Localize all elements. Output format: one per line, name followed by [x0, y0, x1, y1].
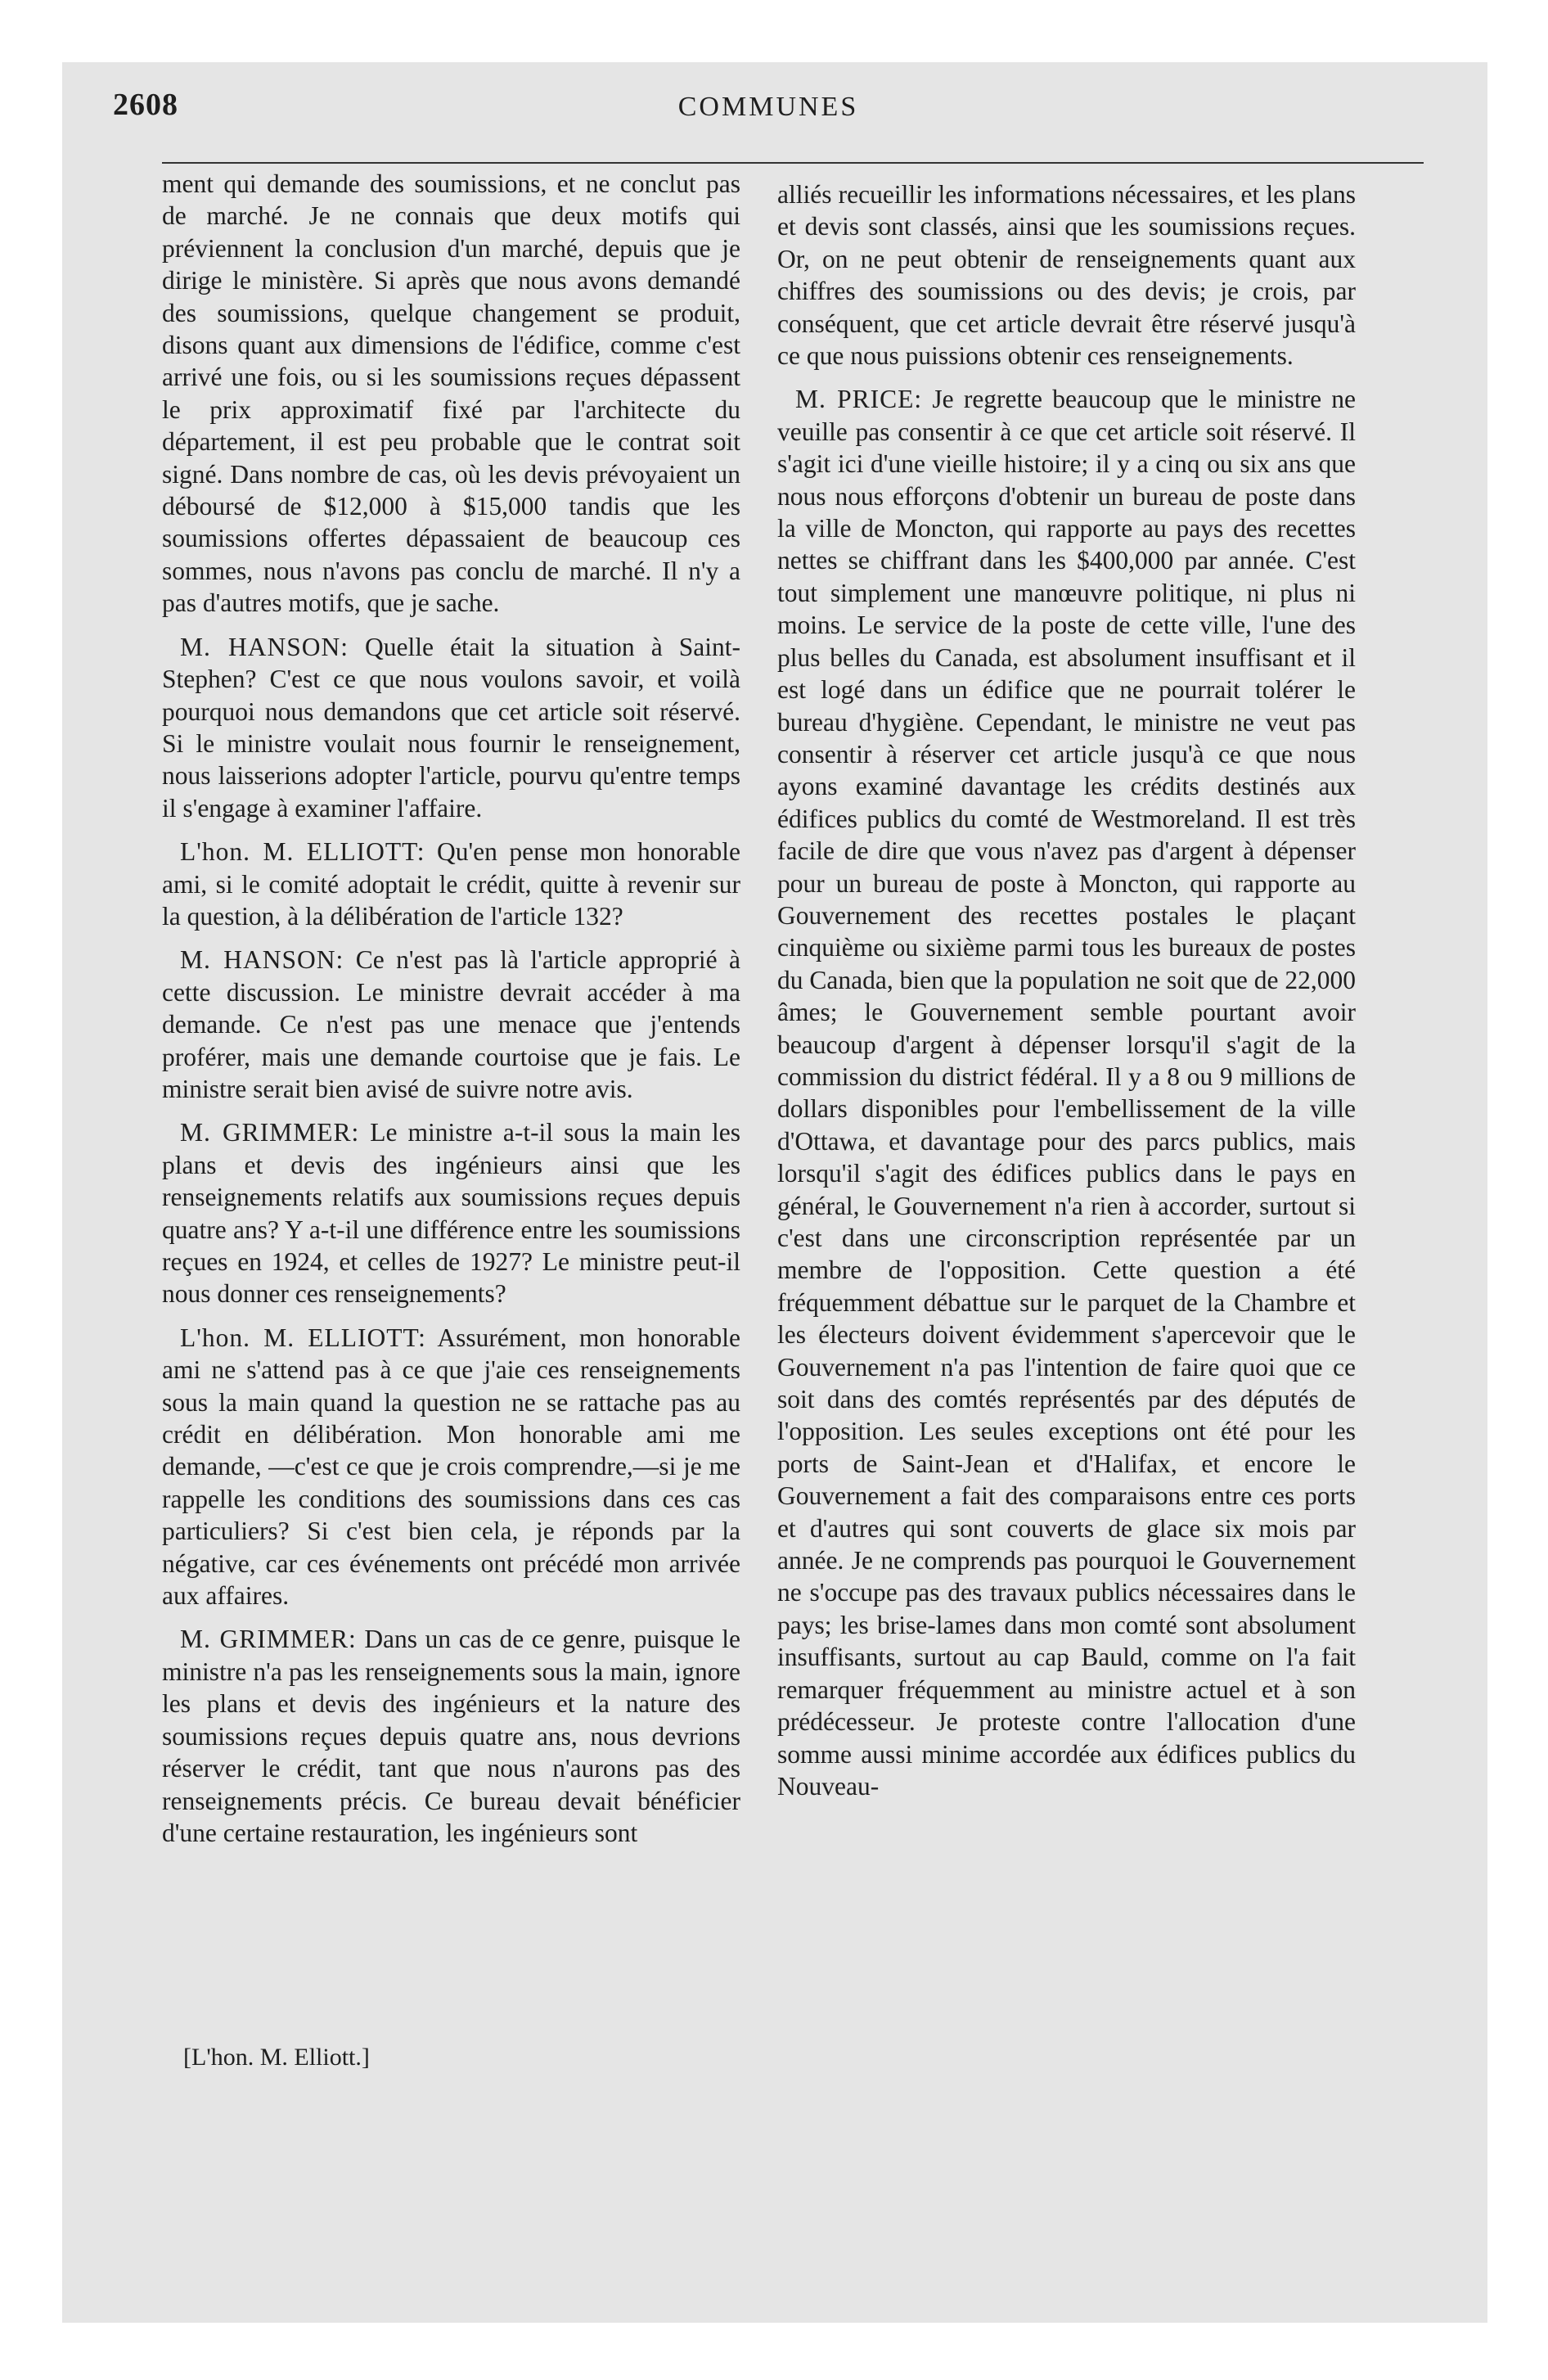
- page-number: 2608: [113, 88, 178, 122]
- paragraph: [162, 1623, 740, 1849]
- paragraph-text: alliés recueillir les informations nécessaires, et les plans et devis sont classés, ainsi que les soumissions reçues. Or, on ne peut obtenir de renseignements quant aux chiffres des soumissions ou des devis; je crois, par conséquent, que cet article devrait être réservé jusqu'à ce que nous puissions obtenir ces renseignements.: [777, 180, 1356, 371]
- paragraph-text: Dans un cas de ce genre, puisque le ministre n'a pas les renseignements sous la main, ignore les plans et devis des ingénieurs et la nature des soumissions reçues depuis quatre ans, nous devrions réserver le crédit, tant que nous n'aurons pas des renseignements précis. Ce bureau devait bénéficier d'une certaine restauration, les ingénieurs sont: [162, 1625, 741, 1847]
- speaker-name: M. HANSON:: [180, 945, 344, 975]
- speaker-name: M. PRICE:: [795, 385, 923, 414]
- paragraph: [162, 1116, 740, 1309]
- page-footer: [L'hon. M. Elliott.]: [183, 2044, 370, 2071]
- right-column: [777, 178, 1356, 1814]
- speaker-name: M. GRIMMER:: [180, 1625, 357, 1654]
- header-rule: [162, 162, 1424, 164]
- paragraph-text: Le ministre a-t-il sous la main les plans et devis des ingénieurs ainsi que les renseignements relatifs aux soumissions reçues depuis quatre ans? Y a-t-il une différence entre les soumissions reçues en 1924, et celles de 1927? Le ministre peut-il nous donner ces renseignements?: [162, 1118, 741, 1309]
- paragraph-text: Ce n'est pas là l'article approprié à cette discussion. Le ministre devrait accéder à ma demande. Ce n'est pas une menace que j'entends proférer, mais une demande courtoise que je fais. Le ministre serait bien avisé de suivre notre avis.: [162, 945, 741, 1103]
- speaker-name: L'hon. M. ELLIOTT:: [180, 837, 425, 867]
- paragraph: [162, 836, 740, 932]
- paragraph: [777, 383, 1356, 1802]
- paragraph-text: Qu'en pense mon honorable ami, si le comité adoptait le crédit, quitte à revenir sur la question, à la délibération de l'article 132?: [162, 837, 741, 931]
- paragraph-text: Quelle était la situation à Saint-Stephen? C'est ce que nous voulons savoir, et voilà pourquoi nous demandons que cet article soit réservé. Si le ministre voulait nous fournir le renseignement, nous laisserions adopter l'article, pourvu qu'entre temps il s'engage à examiner l'affaire.: [162, 632, 741, 823]
- paragraph-text: Je regrette beaucoup que le ministre ne veuille pas consentir à ce que cet article soit réservé. Il s'agit ici d'une vieille histoire; il y a cinq ou six ans que nous nous efforçons d'obtenir un bureau de poste dans la ville de Moncton, qui rapporte au pays des recettes nettes se chiffrant dans les $400,000 par année. C'est tout simplement une manœuvre politique, ni plus ni moins. Le service de la poste de cette ville, l'une des plus belles du Canada, est absolument insuffisant et il est logé dans un édifice que ne pourrait tolérer le bureau d'hygiène. Cependant, le ministre ne veut pas consentir à réserver cet article jusqu'à ce que nous ayons examiné davantage les crédits destinés aux édifices publics du comté de Westmoreland. Il est très facile de dire que vous n'avez pas d'argent à dépenser pour un bureau de poste à Moncton, qui rapporte au Gouvernement des recettes postales le plaçant cinquième ou sixième parmi tous les bureaux de postes du Canada, bien que la population ne soit que de 22,000 âmes; le Gouvernement semble pourtant avoir beaucoup d'argent à dépenser lorsqu'il s'agit de la commission du district fédéral. Il y a 8 ou 9 millions de dollars disponibles pour l'embellissement de la ville d'Ottawa, et davantage pour des parcs publics, mais lorsqu'il s'agit des édifices publics dans le pays en général, le Gouvernement n'a rien à accorder, surtout si c'est dans une circonscription représentée par un membre de l'opposition. Cette question a été fréquemment débattue sur le parquet de la Chambre et les électeurs doivent évidemment s'apercevoir que le Gouvernement n'a pas l'intention de faire quoi que ce soit dans des comtés représentés par des députés de l'opposition. Les seules exceptions ont été pour les ports de Saint-Jean et d'Halifax, et encore le Gouvernement a fait des comparaisons entre ces ports et d'autres qui sont couverts de glace six mois par année. Je ne comprends pas pourquoi le Gouvernement ne s'occupe pas des travaux publics nécessaires dans le pays; les brise-lames dans mon comté sont absolument insuffisants, surtout au cap Bauld, comme on l'a fait remarquer fréquemment au ministre actuel et à son prédécesseur. Je proteste contre l'allocation d'une somme aussi minime accordée aux édifices publics du Nouveau-: [777, 385, 1357, 1801]
- paragraph: [162, 1322, 740, 1612]
- paragraph: [162, 631, 740, 824]
- paragraph-text: ment qui demande des soumissions, et ne conclut pas de marché. Je ne connais que deux motifs qui préviennent la conclusion d'un marché, depuis que je dirige le ministère. Si après que nous avons demandé des soumissions, quelque changement se produit, disons quant aux dimensions de l'édifice, comme c'est arrivé une fois, ou si les soumissions reçues dépassent le prix approximatif fixé par l'architecte du département, il est peu probable que le contrat soit signé. Dans nombre de cas, où les devis prévoyaient un déboursé de $12,000 à $15,000 tandis que les soumissions offertes dépassaient de beaucoup ces sommes, nous n'avons pas conclu de marché. Il n'y a pas d'autres motifs, que je sache.: [162, 169, 740, 618]
- running-title: COMMUNES: [677, 92, 859, 122]
- left-column: [162, 168, 740, 1860]
- paragraph: [162, 168, 740, 620]
- speaker-name: M. HANSON:: [180, 632, 349, 661]
- speaker-name: L'hon. M. ELLIOTT:: [180, 1323, 426, 1352]
- paragraph-text: Assurément, mon honorable ami ne s'attend pas à ce que j'aie ces renseignements sous la main quand la question ne se rattache pas au crédit en délibération. Mon honorable ami me demande, —c'est ce que je crois comprendre,—si je me rappelle les conditions des soumissions dans ces cas particuliers? Si c'est bien cela, je réponds par la négative, car ces événements ont précédé mon arrivée aux affaires.: [162, 1323, 740, 1611]
- speaker-name: M. GRIMMER:: [180, 1118, 360, 1147]
- paragraph: [162, 944, 740, 1105]
- paragraph: [777, 178, 1356, 372]
- page-header: [113, 87, 1424, 136]
